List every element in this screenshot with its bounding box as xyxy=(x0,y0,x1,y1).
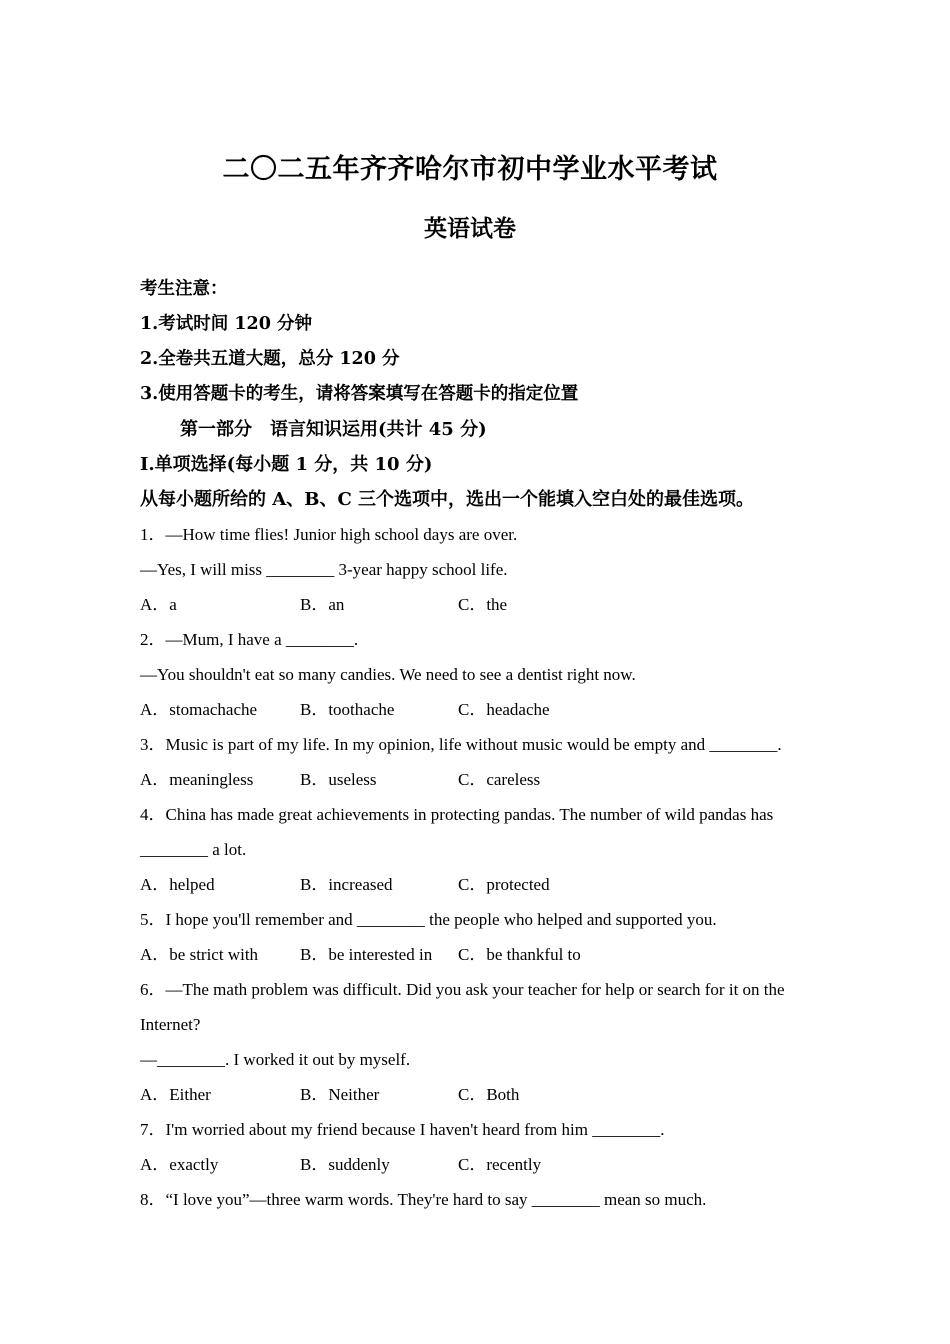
question-text: 8．“I love you”—three warm words. They're hard to say ________ mean so much. xyxy=(140,1190,707,1209)
option-row xyxy=(140,692,800,727)
option-a[interactable]: A．stomachache xyxy=(140,700,258,719)
option-row xyxy=(140,762,800,797)
option-row xyxy=(140,937,800,972)
option-a[interactable]: A．be strict with xyxy=(140,945,259,964)
question-item xyxy=(140,972,800,1112)
option-row xyxy=(140,1077,800,1112)
notice-item-3: 3.使用答题卡的考生，请将答案填写在答题卡的指定位置 xyxy=(140,384,579,404)
question-text-cont: —You shouldn't eat so many candies. We need to see a dentist right now. xyxy=(140,665,636,684)
notice-item-2: 2.全卷共五道大题，总分 120 分 xyxy=(140,349,400,369)
question-text: 4．China has made great achievements in protecting pandas. The number of wild pandas has xyxy=(140,805,774,824)
page-title: 二〇二五年齐齐哈尔市初中学业水平考试 xyxy=(222,154,718,185)
option-row xyxy=(140,587,800,622)
option-c[interactable]: C．headache xyxy=(458,700,550,719)
option-b[interactable]: B．increased xyxy=(300,875,393,894)
question-item xyxy=(140,1112,800,1182)
question-text: 6．—The math problem was difficult. Did you ask your teacher for help or search for it on the xyxy=(140,980,785,999)
option-b[interactable]: B．Neither xyxy=(300,1085,380,1104)
notice-item-1: 1.考试时间 120 分钟 xyxy=(140,314,312,334)
question-text-cont: —________. I worked it out by myself. xyxy=(140,1050,411,1069)
option-a[interactable]: A．a xyxy=(140,595,177,614)
option-a[interactable]: A．meaningless xyxy=(140,770,254,789)
section-one-instruction: 从每小题所给的 A、B、C 三个选项中，选出一个能填入空白处的最佳选项。 xyxy=(140,489,755,510)
option-a[interactable]: A．helped xyxy=(140,875,215,894)
option-a[interactable]: A．Either xyxy=(140,1085,211,1104)
option-c[interactable]: C．be thankful to xyxy=(458,945,581,964)
question-item xyxy=(140,797,800,902)
option-c[interactable]: C．recently xyxy=(458,1155,542,1174)
page-subtitle: 英语试卷 xyxy=(424,215,516,242)
option-row xyxy=(140,1147,800,1182)
question-item xyxy=(140,1182,800,1217)
option-b[interactable]: B．be interested in xyxy=(300,945,433,964)
section-one-header: I.单项选择(每小题 1 分，共 10 分) xyxy=(140,454,433,475)
candidate-notice xyxy=(140,272,800,412)
question-text: 1．—How time flies! Junior high school days are over. xyxy=(140,525,518,544)
question-text: 7．I'm worried about my friend because I haven't heard from him ________. xyxy=(140,1120,665,1139)
option-b[interactable]: B．suddenly xyxy=(300,1155,390,1174)
option-b[interactable]: B．an xyxy=(300,595,345,614)
question-text-cont: Internet? xyxy=(140,1015,201,1034)
option-row xyxy=(140,867,800,902)
option-b[interactable]: B．useless xyxy=(300,770,377,789)
question-text: 5．I hope you'll remember and ________ the people who helped and supported you. xyxy=(140,910,717,929)
question-item xyxy=(140,517,800,622)
question-text-cont: ________ a lot. xyxy=(140,840,247,859)
option-a[interactable]: A．exactly xyxy=(140,1155,219,1174)
part-one-header: 第一部分 语言知识运用(共计 45 分) xyxy=(180,419,487,440)
option-b[interactable]: B．toothache xyxy=(300,700,395,719)
question-item xyxy=(140,727,800,797)
option-c[interactable]: C．Both xyxy=(458,1085,520,1104)
option-c[interactable]: C．the xyxy=(458,595,508,614)
question-text: 2．—Mum, I have a ________. xyxy=(140,630,359,649)
question-item xyxy=(140,902,800,972)
question-text: 3．Music is part of my life. In my opinion, life without music would be empty and ________. xyxy=(140,735,782,754)
question-item xyxy=(140,622,800,727)
page-content xyxy=(140,0,800,1217)
notice-heading: 考生注意： xyxy=(140,279,228,299)
question-text-cont: —Yes, I will miss ________ 3-year happy school life. xyxy=(140,560,508,579)
option-c[interactable]: C．careless xyxy=(458,770,541,789)
option-c[interactable]: C．protected xyxy=(458,875,550,894)
